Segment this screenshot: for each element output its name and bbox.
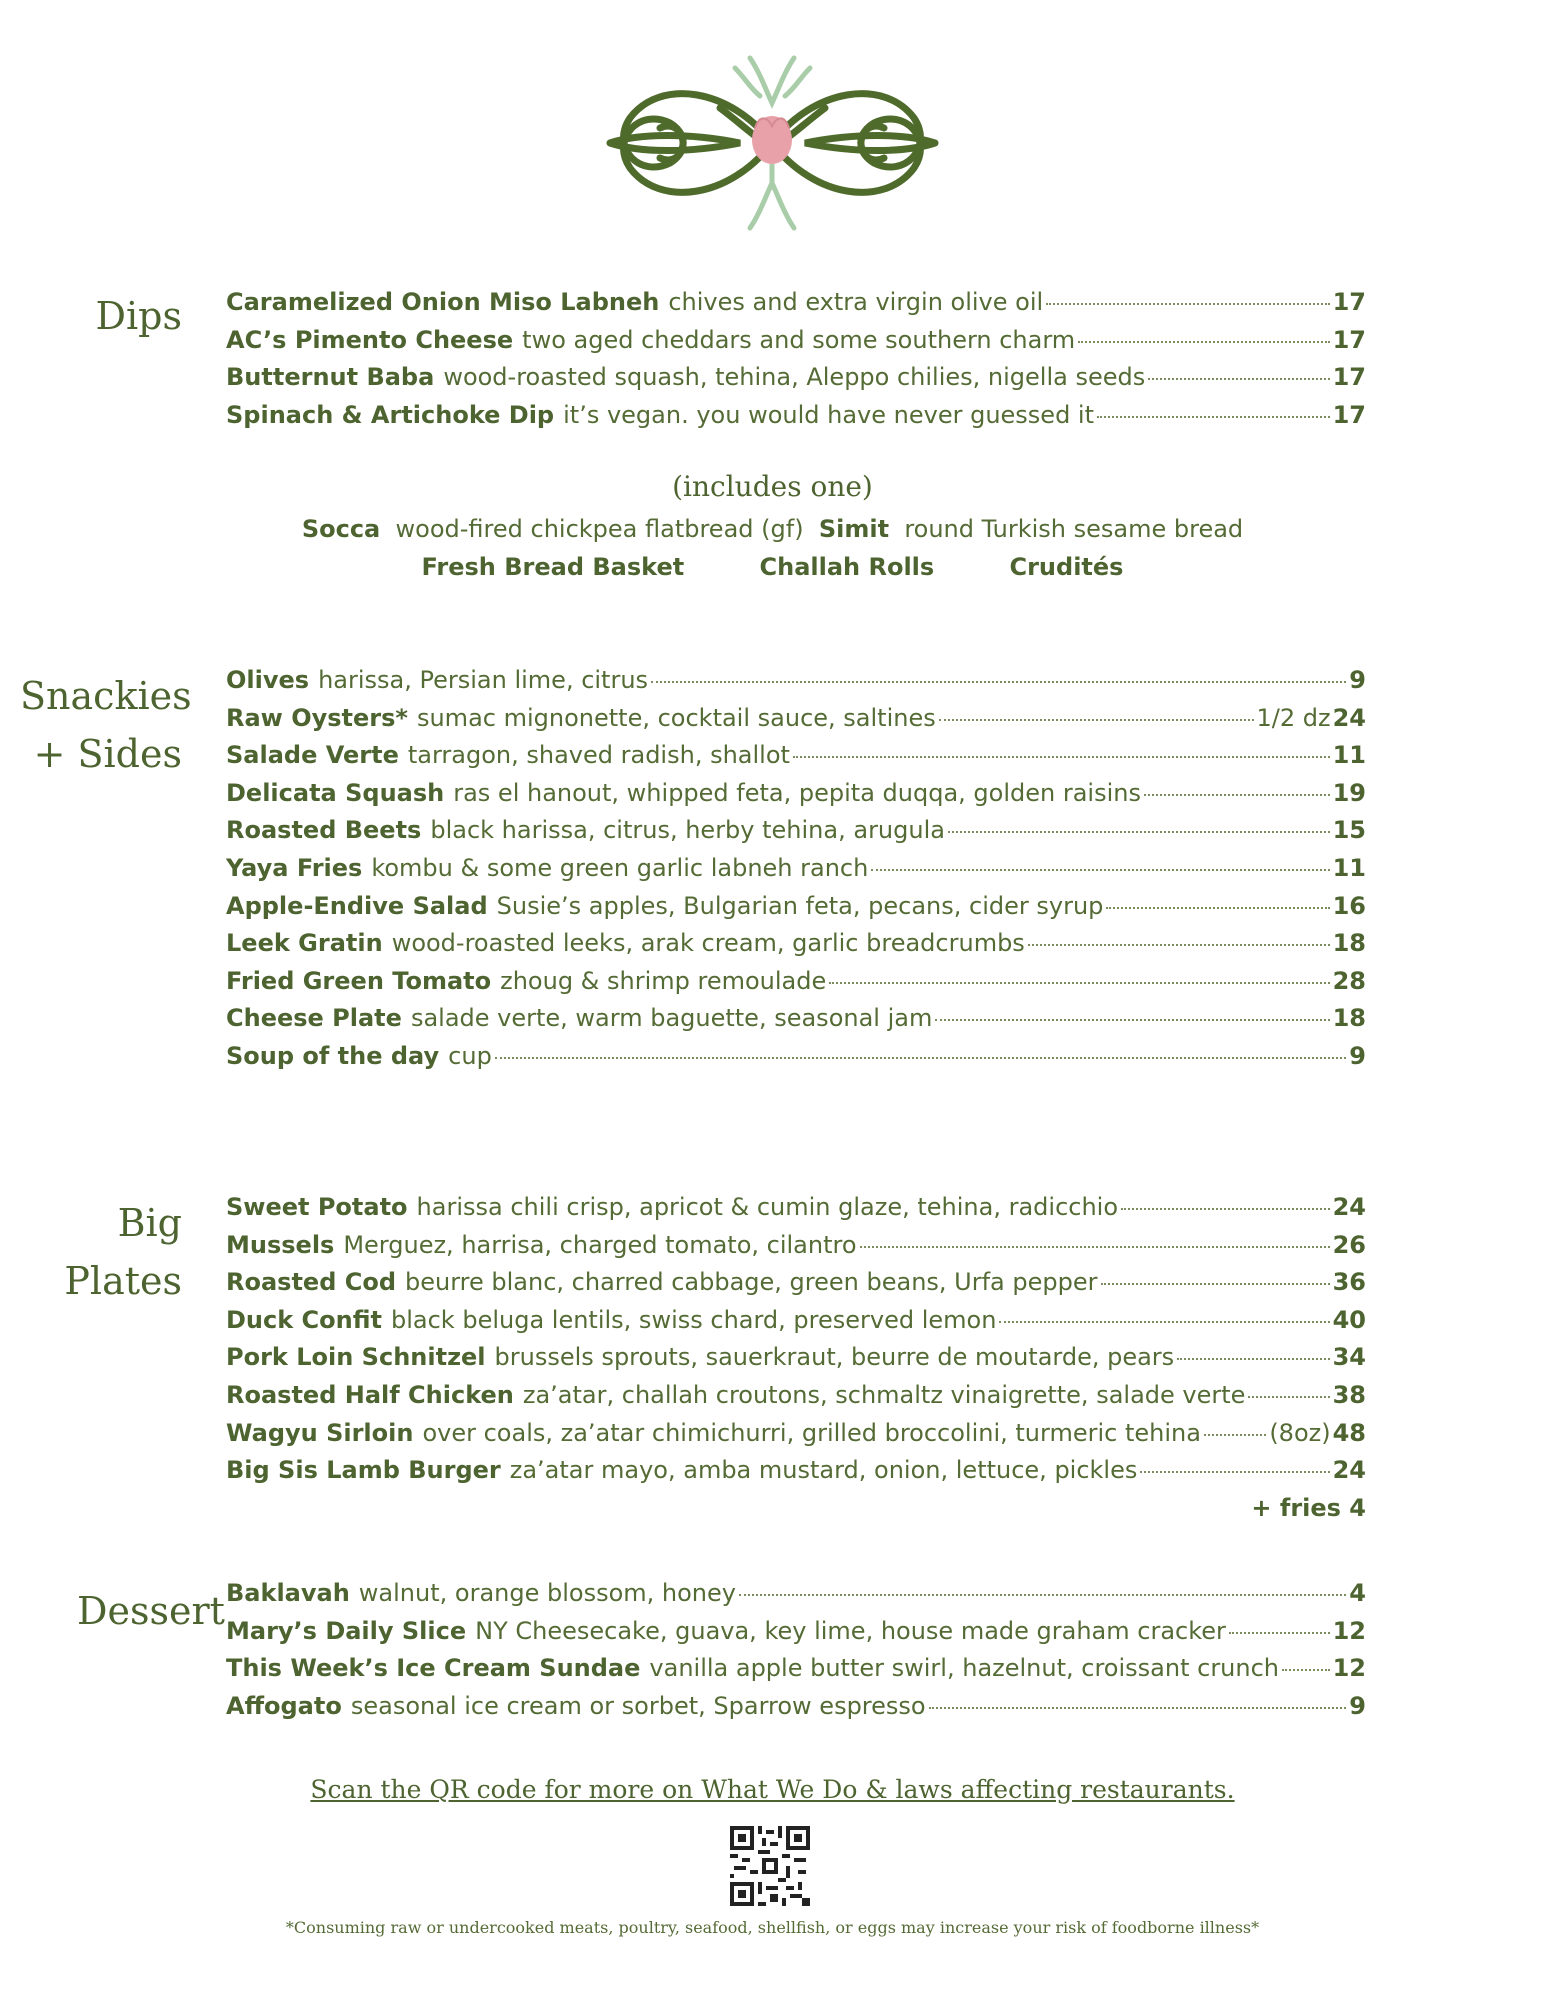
footer [0,1775,1545,1804]
item-name: Salade Verte [226,741,399,770]
item-price [1333,741,1366,769]
crudites: Crudités [1009,553,1124,581]
item-name: Duck Confit [226,1305,382,1334]
item-name: Olives [226,666,310,694]
menu-item [226,326,1366,364]
item-price [1349,1579,1366,1607]
item-name: Delicata Squash [226,778,445,807]
item-name: Yaya Fries [226,853,363,882]
dot-leader [651,681,1346,683]
item-price-value: 17 [1332,288,1366,316]
scan-qr-link[interactable]: Scan the QR code for more on What We Do & laws affecting restaurants. [310,1775,1235,1804]
item-description: over coals, za’atar chimichurri, grilled broccolini, turmeric tehina [422,1418,1201,1447]
fries-addon: + fries 4 [1251,1493,1366,1522]
dot-leader [1144,794,1330,796]
item-description: Merguez, harrisa, charged tomato, cilantro [343,1230,857,1259]
dot-leader [1097,416,1330,418]
item-description: walnut, orange blossom, honey [358,1579,736,1607]
item-description: Susie’s apples, Bulgarian feta, pecans, cider syrup [496,891,1104,920]
dot-leader [829,982,1329,984]
item-name: Affogato [226,1691,342,1720]
ornamental-logo-icon [600,48,945,238]
big-plates-list [226,1193,1366,1522]
simit-desc: round Turkish sesame bread [904,515,1244,543]
item-name: Mary’s Daily Slice [226,1616,467,1645]
item-price-value: 19 [1332,778,1366,807]
menu-item [226,967,1366,1005]
item-description: salade verte, warm baguette, seasonal jam [410,1004,933,1033]
menu-item [226,816,1366,854]
dot-leader [1106,907,1329,909]
menu-item [226,1617,1366,1655]
item-portion: (8oz) [1269,1418,1331,1447]
item-name: Butternut Baba [226,363,435,392]
item-price [1333,967,1366,995]
includes-row-1 [0,510,1545,548]
item-description: NY Cheesecake, guava, key lime, house made graham cracker [475,1616,1226,1645]
item-name: Baklavah [226,1579,350,1607]
dot-leader [1046,303,1329,305]
menu-item [226,1381,1366,1419]
item-description: vanilla apple butter swirl, hazelnut, croissant crunch [649,1654,1280,1683]
menu-item [226,779,1366,817]
dot-leader [948,831,1330,833]
menu-item [226,1004,1366,1042]
item-description: zhoug & shrimp remoulade [500,966,827,995]
item-description: tarragon, shaved radish, shallot [407,741,790,770]
item-price-value: 36 [1332,1268,1366,1297]
includes-title: (includes one) [672,470,873,503]
dot-leader [871,869,1329,871]
item-description: za’atar, challah croutons, schmaltz vinaigrette, salade verte [522,1380,1246,1409]
dot-leader [1121,1208,1330,1210]
item-price [1333,1231,1366,1259]
item-price [1333,929,1366,957]
item-description: wood-roasted leeks, arak cream, garlic breadcrumbs [391,929,1025,958]
item-description: black harissa, citrus, herby tehina, arugula [430,816,945,845]
item-price [1333,326,1366,354]
item-price-value: 11 [1332,741,1366,770]
item-price-value: 34 [1332,1343,1366,1372]
menu-item [226,854,1366,892]
item-price-value: 24 [1332,1193,1366,1221]
menu-item [226,1692,1366,1730]
item-price-value: 12 [1332,1616,1366,1645]
item-price [1269,1419,1366,1447]
item-price [1257,704,1367,732]
item-price [1333,1343,1366,1371]
menu-item [226,1306,1366,1344]
item-description: chives and extra virgin olive oil [668,288,1044,316]
item-name: Spinach & Artichoke Dip [226,400,555,429]
item-price-value: 15 [1332,816,1366,845]
item-portion: 1/2 dz [1256,703,1331,732]
item-name: Raw Oysters* [226,703,408,732]
item-price [1333,1193,1366,1221]
snackies-title-2: + Sides [33,732,182,776]
item-price [1349,1042,1366,1070]
item-price [1333,1268,1366,1296]
menu-item [226,1456,1366,1494]
item-name: Sweet Potato [226,1193,408,1221]
dot-leader [739,1594,1346,1596]
menu-item [226,401,1366,439]
item-name: Soup of the day [226,1041,440,1070]
dot-leader [1248,1396,1329,1398]
dot-leader [1204,1434,1266,1436]
dips-title: Dips [95,294,182,338]
dot-leader [999,1321,1329,1323]
item-price [1333,854,1366,882]
item-price-value: 4 [1349,1579,1366,1607]
item-name: Big Sis Lamb Burger [226,1456,501,1485]
item-price-value: 9 [1349,1041,1366,1070]
item-price [1333,288,1366,316]
item-price-value: 9 [1349,666,1366,694]
menu-item [226,892,1366,930]
item-price-value: 9 [1349,1691,1366,1720]
socca-name: Socca [301,515,381,543]
dot-leader [793,756,1330,758]
item-description: black beluga lentils, swiss chard, preserved lemon [391,1305,997,1334]
menu-item [226,929,1366,967]
item-price [1333,401,1366,429]
qr-code-icon[interactable] [730,1826,810,1906]
item-description: harissa, Persian lime, citrus [318,666,649,694]
big-plates-title-1: Big [117,1201,182,1245]
item-description: wood-roasted squash, tehina, Aleppo chilies, nigella seeds [443,363,1146,392]
item-description: two aged cheddars and some southern charm [522,325,1076,354]
item-price [1333,1004,1366,1032]
item-description: kombu & some green garlic labneh ranch [371,853,869,882]
dot-leader [1177,1358,1329,1360]
item-price-value: 16 [1332,891,1366,920]
item-price-value: 26 [1332,1230,1366,1259]
item-price-value: 24 [1332,703,1366,732]
item-name: Caramelized Onion Miso Labneh [226,288,660,316]
item-price-value: 38 [1332,1380,1366,1409]
menu-item [226,741,1366,779]
menu-item [226,363,1366,401]
item-price-value: 18 [1332,1004,1366,1033]
menu-item [226,1193,1366,1231]
item-description: sumac mignonette, cocktail sauce, saltines [416,703,936,732]
snackies-title-1: Snackies [20,674,192,718]
item-price-value: 12 [1332,1654,1366,1683]
item-description: harissa chili crisp, apricot & cumin glaze, tehina, radicchio [416,1193,1119,1221]
dot-leader [1229,1632,1330,1634]
item-name: Roasted Cod [226,1268,397,1297]
item-description: za’atar mayo, amba mustard, onion, lettuce, pickles [509,1456,1138,1485]
item-price [1349,1692,1366,1720]
dot-leader [1101,1283,1330,1285]
item-name: AC’s Pimento Cheese [226,325,514,354]
item-name: Cheese Plate [226,1004,402,1033]
dot-leader [935,1019,1329,1021]
dot-leader [929,1707,1347,1709]
item-description: seasonal ice cream or sorbet, Sparrow espresso [350,1691,926,1720]
dot-leader [1140,1471,1329,1473]
includes-row-2 [0,548,1545,586]
item-price [1333,1381,1366,1409]
item-price-value: 17 [1332,363,1366,392]
item-name: This Week’s Ice Cream Sundae [226,1654,641,1683]
item-price-value: 24 [1332,1456,1366,1485]
item-name: Pork Loin Schnitzel [226,1343,486,1372]
item-description: ras el hanout, whipped feta, pepita duqqa, golden raisins [453,778,1141,807]
item-name: Leek Gratin [226,929,383,958]
dot-leader [860,1246,1330,1248]
dot-leader [495,1057,1347,1059]
item-price-value: 17 [1332,400,1366,429]
menu-item [226,1268,1366,1306]
dot-leader [1028,944,1330,946]
item-description: it’s vegan. you would have never guessed it [563,400,1095,429]
menu-item [226,288,1366,326]
item-price [1333,1617,1366,1645]
dot-leader [1148,378,1329,380]
snackies-list [226,666,1366,1080]
menu-item [226,1419,1366,1457]
item-name: Fried Green Tomato [226,966,492,995]
menu-item [226,1231,1366,1269]
menu-item [226,1042,1366,1080]
item-price-value: 48 [1332,1418,1366,1447]
item-name: Roasted Half Chicken [226,1380,514,1409]
item-price [1333,1306,1366,1334]
item-name: Wagyu Sirloin [226,1418,414,1447]
menu-item [226,1654,1366,1692]
dessert-list [226,1579,1366,1729]
item-price [1333,1456,1366,1484]
menu-item [226,704,1366,742]
item-description: brussels sprouts, sauerkraut, beurre de moutarde, pears [494,1343,1175,1372]
item-price-value: 17 [1332,325,1366,354]
dot-leader [939,719,1254,721]
item-price-value: 28 [1332,966,1366,995]
bread-basket: Fresh Bread Basket [421,553,685,581]
challah-rolls: Challah Rolls [759,553,935,581]
item-price [1333,363,1366,391]
menu-item [226,1343,1366,1381]
item-price [1333,779,1366,807]
dessert-title: Dessert [77,1589,225,1633]
disclaimer: *Consuming raw or undercooked meats, poultry, seafood, shellfish, or eggs may increase your risk of foodborne illness* [285,1918,1260,1937]
item-name: Mussels [226,1230,335,1259]
item-price-value: 40 [1332,1305,1366,1334]
dot-leader [1078,341,1329,343]
menu-item [226,1579,1366,1617]
item-description: beurre blanc, charred cabbage, green beans, Urfa pepper [405,1268,1098,1297]
big-plates-title-2: Plates [64,1259,182,1303]
item-description: cup [448,1041,492,1070]
menu-item [226,666,1366,704]
item-price [1349,666,1366,694]
item-price-value: 18 [1332,929,1366,958]
includes-block [0,470,1545,586]
item-name: Apple-Endive Salad [226,891,488,920]
item-name: Roasted Beets [226,816,422,845]
disclaimer-block [0,1918,1545,1937]
item-price [1333,1654,1366,1682]
dips-list [226,288,1366,438]
simit-name: Simit [818,515,890,543]
socca-desc: wood-fired chickpea flatbread (gf) [395,515,804,543]
dot-leader [1282,1669,1330,1671]
item-price [1333,892,1366,920]
item-price [1333,816,1366,844]
item-price-value: 11 [1332,853,1366,882]
